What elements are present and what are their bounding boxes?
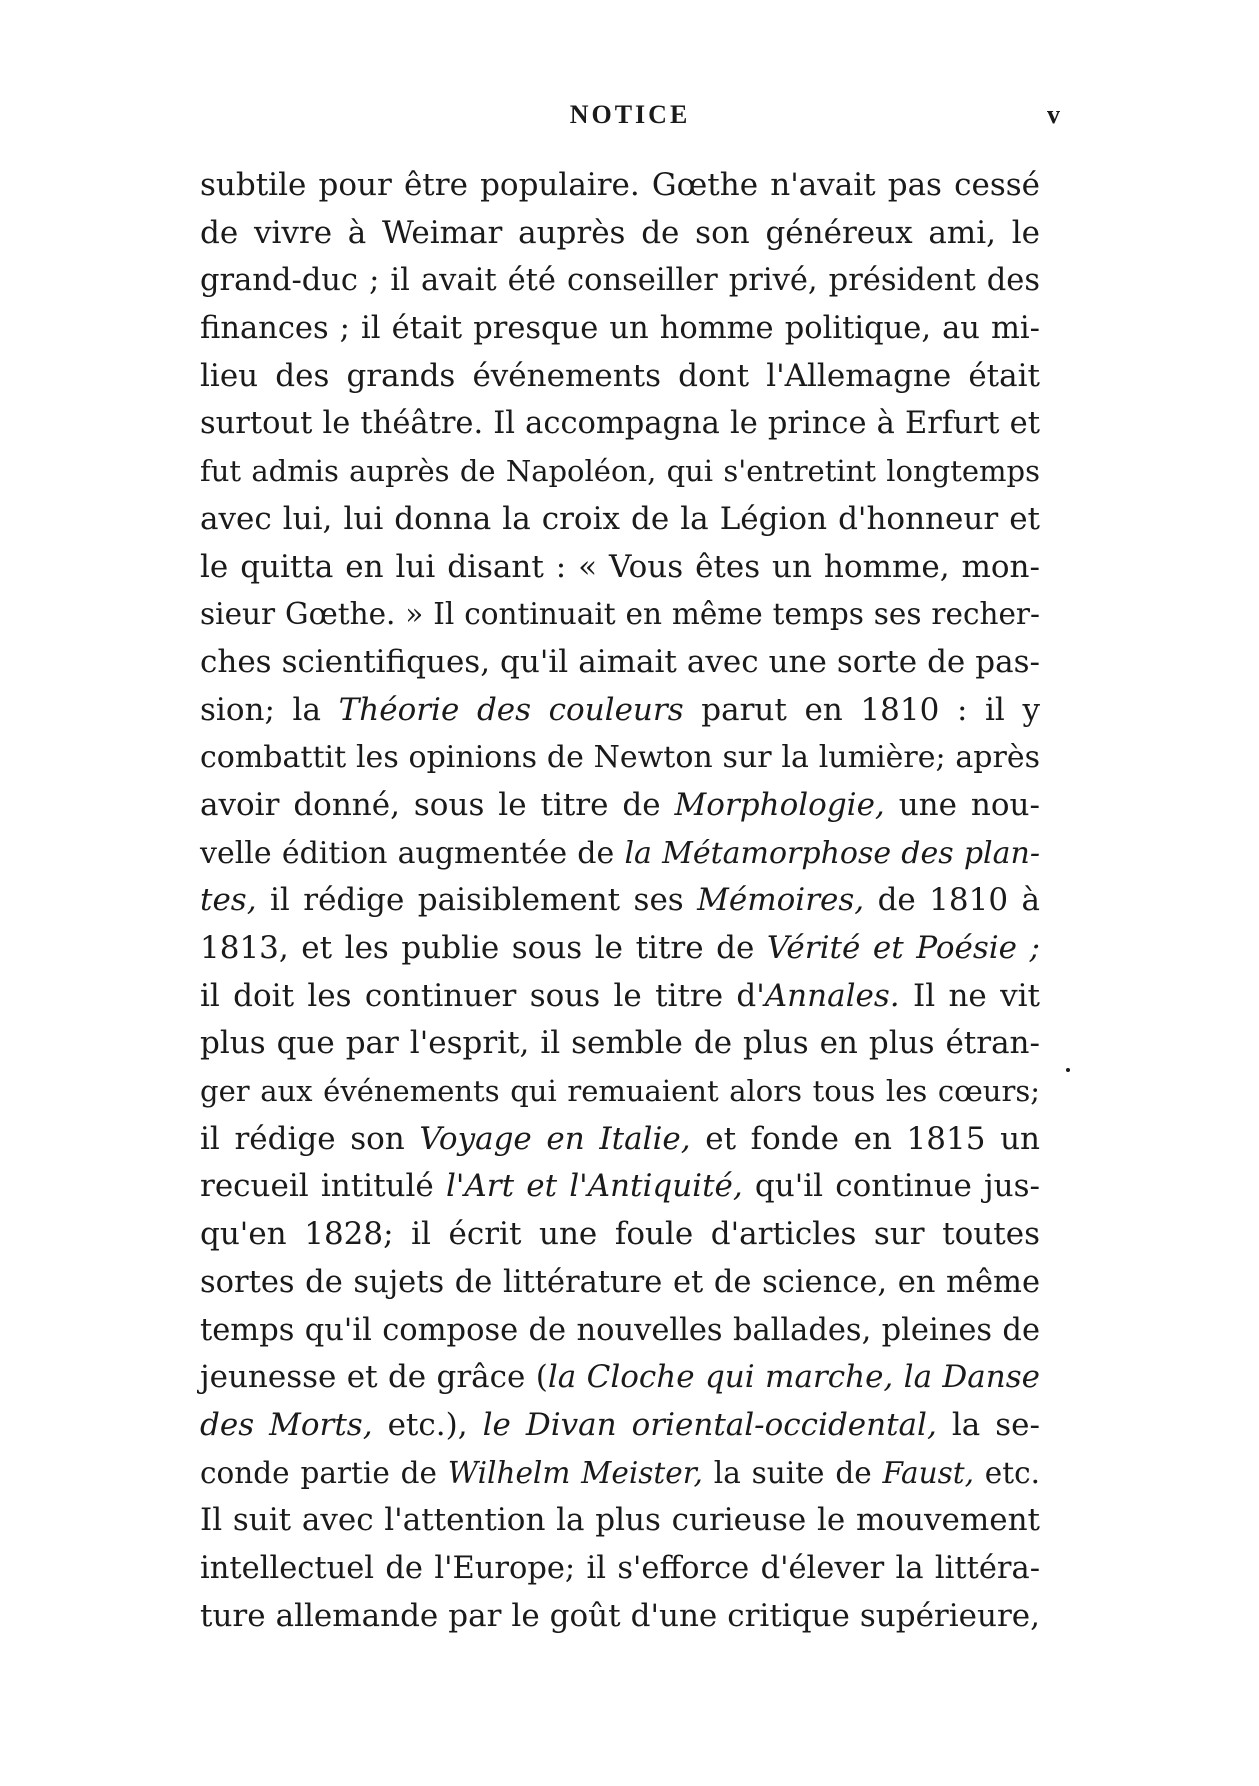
- text-segment: Il suit avec l'attention la plus curieuse le mouvement: [200, 1502, 1040, 1539]
- text-segment: il doit les continuer sous le titre d': [200, 977, 765, 1014]
- text-line: [200, 400, 1040, 448]
- italic-title-segment: Annales.: [764, 977, 900, 1014]
- italic-title-segment: la Métamorphose des plan-: [624, 835, 1040, 871]
- text-segment: etc.),: [372, 1406, 483, 1443]
- text-segment: qu'il continue jus-: [742, 1168, 1041, 1205]
- text-segment: fut admis auprès de Napoléon, qui s'entretint longtemps: [200, 454, 1040, 489]
- text-segment: la se-: [936, 1406, 1040, 1443]
- text-line: [200, 1307, 1040, 1355]
- italic-title-segment: Théorie des couleurs: [338, 691, 684, 728]
- text-line: [200, 448, 1040, 496]
- italic-title-segment: l'Art et l'Antiquité,: [445, 1168, 743, 1205]
- italic-title-segment: Mémoires,: [697, 882, 865, 919]
- italic-title-segment: Wilhelm Meister,: [447, 1455, 703, 1490]
- text-segment: avec lui, lui donna la croix de la Légion d'honneur et: [200, 500, 1040, 537]
- text-line: [200, 353, 1040, 401]
- text-line: [200, 210, 1040, 258]
- text-segment: ger aux événements qui remuaient alors tous les cœurs;: [200, 1074, 1040, 1109]
- text-segment: de 1810 à: [864, 882, 1040, 919]
- text-segment: sortes de sujets de littérature et de science, en même: [200, 1264, 1040, 1300]
- text-line: [200, 687, 1040, 735]
- running-head: [200, 100, 1060, 140]
- page-number: v: [1047, 100, 1060, 129]
- text-line: [200, 1259, 1040, 1307]
- text-segment: il rédige paisiblement ses: [256, 882, 698, 919]
- text-line: [200, 1450, 1040, 1498]
- body-text: [200, 162, 1040, 1640]
- text-segment: plus que par l'esprit, il semble de plus en plus étran-: [200, 1025, 1040, 1062]
- text-segment: ture allemande par le goût d'une critique supérieure,: [200, 1597, 1040, 1634]
- italic-title-segment: Voyage en Italie,: [419, 1120, 691, 1157]
- text-segment: il rédige son: [200, 1120, 420, 1157]
- text-line: [200, 544, 1040, 592]
- text-segment: une nou-: [884, 786, 1040, 823]
- text-segment: surtout le théâtre. Il accompagna le prince à Erfurt et: [200, 406, 1040, 442]
- text-segment: la suite de: [702, 1455, 883, 1490]
- text-line: [200, 925, 1040, 973]
- text-segment: avoir donné, sous le titre de: [200, 786, 675, 823]
- text-segment: sion; la: [200, 691, 339, 728]
- text-segment: combattit les opinions de Newton sur la lumière; après: [200, 740, 1040, 776]
- text-line: [200, 1068, 1040, 1116]
- text-segment: temps qu'il compose de nouvelles ballades, pleines de: [200, 1312, 1040, 1348]
- italic-title-segment: des Morts,: [200, 1406, 373, 1443]
- running-title: NOTICE: [569, 100, 691, 129]
- text-segment: parut en 1810 : il y: [683, 691, 1040, 728]
- text-line: [200, 1163, 1040, 1211]
- text-line: [200, 1593, 1040, 1641]
- text-segment: finances ; il était presque un homme politique, au mi-: [200, 311, 1040, 347]
- text-segment: intellectuel de l'Europe; il s'efforce d'élever la littéra-: [200, 1550, 1040, 1586]
- text-line: [200, 877, 1040, 925]
- text-line: [200, 734, 1040, 782]
- text-line: [200, 1354, 1040, 1402]
- text-segment: 1813, et les publie sous le titre de: [200, 930, 767, 966]
- print-speck: [1066, 1068, 1070, 1072]
- italic-title-segment: le Divan oriental-occidental,: [482, 1406, 937, 1443]
- text-segment: recueil intitulé: [200, 1168, 446, 1205]
- text-line: [200, 1545, 1040, 1593]
- text-segment: conde partie de: [200, 1455, 448, 1490]
- text-segment: sieur Gœthe. » Il continuait en même temps ses recher-: [200, 597, 1040, 632]
- text-line: [200, 830, 1040, 878]
- text-line: [200, 973, 1040, 1021]
- text-line: [200, 591, 1040, 639]
- text-line: [200, 1020, 1040, 1068]
- text-segment: jeunesse et de grâce (: [200, 1359, 548, 1396]
- text-segment: lieu des grands événements dont l'Allemagne était: [200, 357, 1040, 394]
- text-line: [200, 1211, 1040, 1259]
- italic-title-segment: Vérité et Poésie ;: [766, 930, 1040, 966]
- italic-title-segment: Faust,: [882, 1455, 974, 1490]
- text-segment: et fonde en 1815 un: [690, 1120, 1041, 1157]
- text-segment: ches scientifiques, qu'il aimait avec une sorte de pas-: [200, 643, 1040, 680]
- text-segment: etc.: [973, 1455, 1040, 1490]
- text-line: [200, 1497, 1040, 1545]
- text-line: [200, 496, 1040, 544]
- text-line: [200, 1402, 1040, 1450]
- text-segment: subtile pour être populaire. Gœthe n'avait pas cessé: [200, 167, 1040, 203]
- text-segment: velle édition augmentée de: [200, 835, 625, 871]
- text-line: [200, 1116, 1040, 1164]
- text-segment: le quitta en lui disant : « Vous êtes un homme, mon-: [200, 548, 1040, 585]
- text-line: [200, 162, 1040, 210]
- text-segment: Il ne vit: [899, 977, 1041, 1014]
- text-line: [200, 305, 1040, 353]
- text-segment: qu'en 1828; il écrit une foule d'articles sur toutes: [200, 1216, 1040, 1253]
- text-segment: de vivre à Weimar auprès de son généreux ami, le: [200, 214, 1040, 251]
- text-line: [200, 782, 1040, 830]
- italic-title-segment: la Cloche qui marche, la Danse: [547, 1359, 1040, 1396]
- italic-title-segment: tes,: [200, 882, 257, 919]
- text-line: [200, 639, 1040, 687]
- text-segment: grand-duc ; il avait été conseiller privé, président des: [200, 263, 1040, 299]
- italic-title-segment: Morphologie,: [674, 786, 885, 823]
- text-line: [200, 257, 1040, 305]
